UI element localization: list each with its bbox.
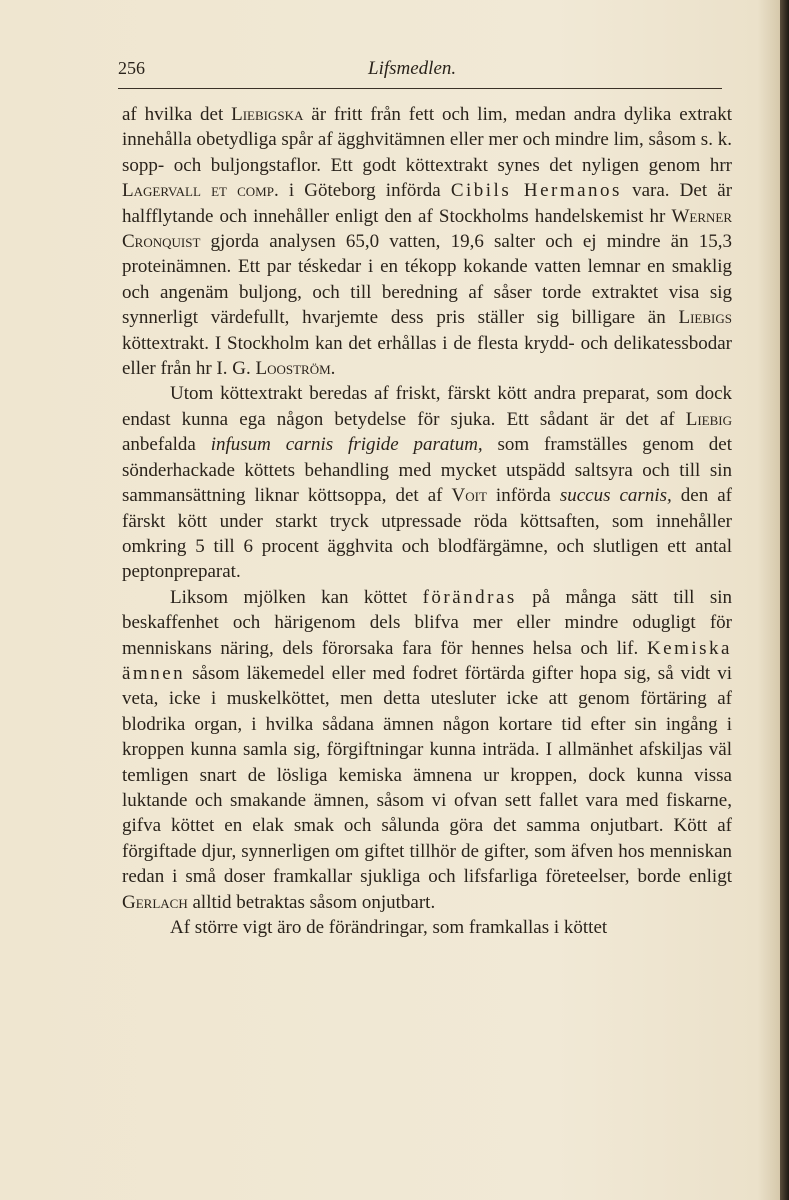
emphasis-spaced: Cibils Hermanos: [450, 180, 622, 202]
page-number: 256: [118, 58, 145, 78]
emphasis-spaced: förändras: [422, 586, 517, 608]
text-run: Utom köttextrakt beredas af friskt, färskt kött andra preparat, som dock endast kunna ega någon betydelse för sjuka. Ett sådant är det af: [122, 383, 732, 430]
text-run: som framställes genom det sönderhackade köttets behandling med mycket utspädd saltsyra och till sin sammansättning liknar köttsoppa, det af: [122, 434, 732, 507]
name-smallcaps: Liebigska: [231, 104, 304, 125]
page-edge-shadow: [780, 0, 789, 1200]
paragraph: [122, 381, 732, 584]
name-smallcaps: Gerlach: [122, 891, 188, 913]
name-smallcaps: Liebigs: [678, 307, 732, 329]
emphasis-spaced: Kemiska ämnen: [122, 637, 732, 684]
text-run: gjorda analysen 65,0 vatten, 19,6 salter och ej mindre än 15,3 proteinämnen. Ett par téskedar i en tékopp kokande vatten lemnar en smaklig och angenäm buljong, och till beredning af såser torde extraktet visa sig synnerligt värdefullt, hvarjemte dess pris ställer sig billigare än: [122, 231, 732, 329]
text-run: köttextrakt. I Stockholm kan det erhållas i de flesta krydd- och delikatessbodar eller från hr I. G.: [122, 332, 732, 380]
name-smallcaps: Looström.: [255, 358, 336, 380]
paragraph: [122, 915, 732, 940]
text-run: i Göteborg införda: [278, 180, 451, 202]
text-run: är fritt från fett och lim, medan andra dylika extrakt innehålla obetydliga spår af ägghvitämnen eller mer och mindre lim, såsom s. k. sopp- och buljongstaflor. Ett godt köttextrakt synes det nyligen genom hrr: [122, 104, 732, 176]
text-run: införda: [486, 485, 560, 507]
text-run: Af större vigt äro de förändringar, som framkallas i köttet: [170, 917, 608, 938]
text-run: såsom läkemedel eller med fodret förtärda gifter hopa sig, så vidt vi veta, icke i muskelköttet, men detta utesluter icke att genom förtäring af blodrika organ, i hvilka sådana ämnen någon kortare tid efter sin ingång i kroppen kunna samla sig, förgiftningar kunna inträda. I allmänhet afskiljas väl temligen snart de lösliga kemiska ämnena ur kroppen, dock kunna vissa luktande och smakande ämnen, såsom vi ofvan sett fallet vara med fiskarne, gifva köttet en elak smak och sålunda göra det samma onjutbart. Kött af förgiftade djur, synnerligen om giftet tillhör de gifter, som äfven hos menniskan redan i små doser framkallar sjukliga och lifsfarliga företeelser, borde enligt: [122, 662, 732, 888]
body-text: [122, 102, 732, 940]
text-run: anbefalda: [122, 434, 211, 456]
text-run: af hvilka det: [122, 104, 232, 125]
latin-term: infusum carnis frigide paratum,: [210, 434, 483, 456]
running-title: Lifsmedlen.: [368, 58, 457, 79]
name-smallcaps: Liebig: [685, 408, 732, 430]
page-header: [118, 58, 720, 82]
text-run: Liksom mjölken kan köttet: [170, 586, 423, 608]
name-smallcaps: Lagervall et comp.: [122, 180, 279, 202]
text-run: på många sätt till sin beskaffenhet och härigenom dels blifva mer eller mindre odugligt för menniskans näring, dels förorsaka fara för hennes helsa och lif.: [122, 586, 732, 659]
paragraph: [122, 102, 732, 381]
text-run: vara. Det är halfflytande och innehåller enligt den af Stockholms handelskemist hr: [122, 180, 733, 227]
text-run: den af färskt kött under starkt tryck utpressade röda köttsaften, som innehåller omkring 5 till 6 procent ägghvita och blodfärgämne, och slutligen ett antal peptonpreparat.: [122, 485, 733, 583]
paragraph: [122, 585, 732, 915]
name-smallcaps: Voit: [451, 485, 487, 507]
header-rule: [118, 88, 722, 89]
latin-term: succus carnis,: [559, 485, 672, 507]
name-smallcaps: Werner Cronquist: [122, 205, 732, 253]
text-run: alltid betraktas såsom onjutbart.: [187, 891, 436, 913]
